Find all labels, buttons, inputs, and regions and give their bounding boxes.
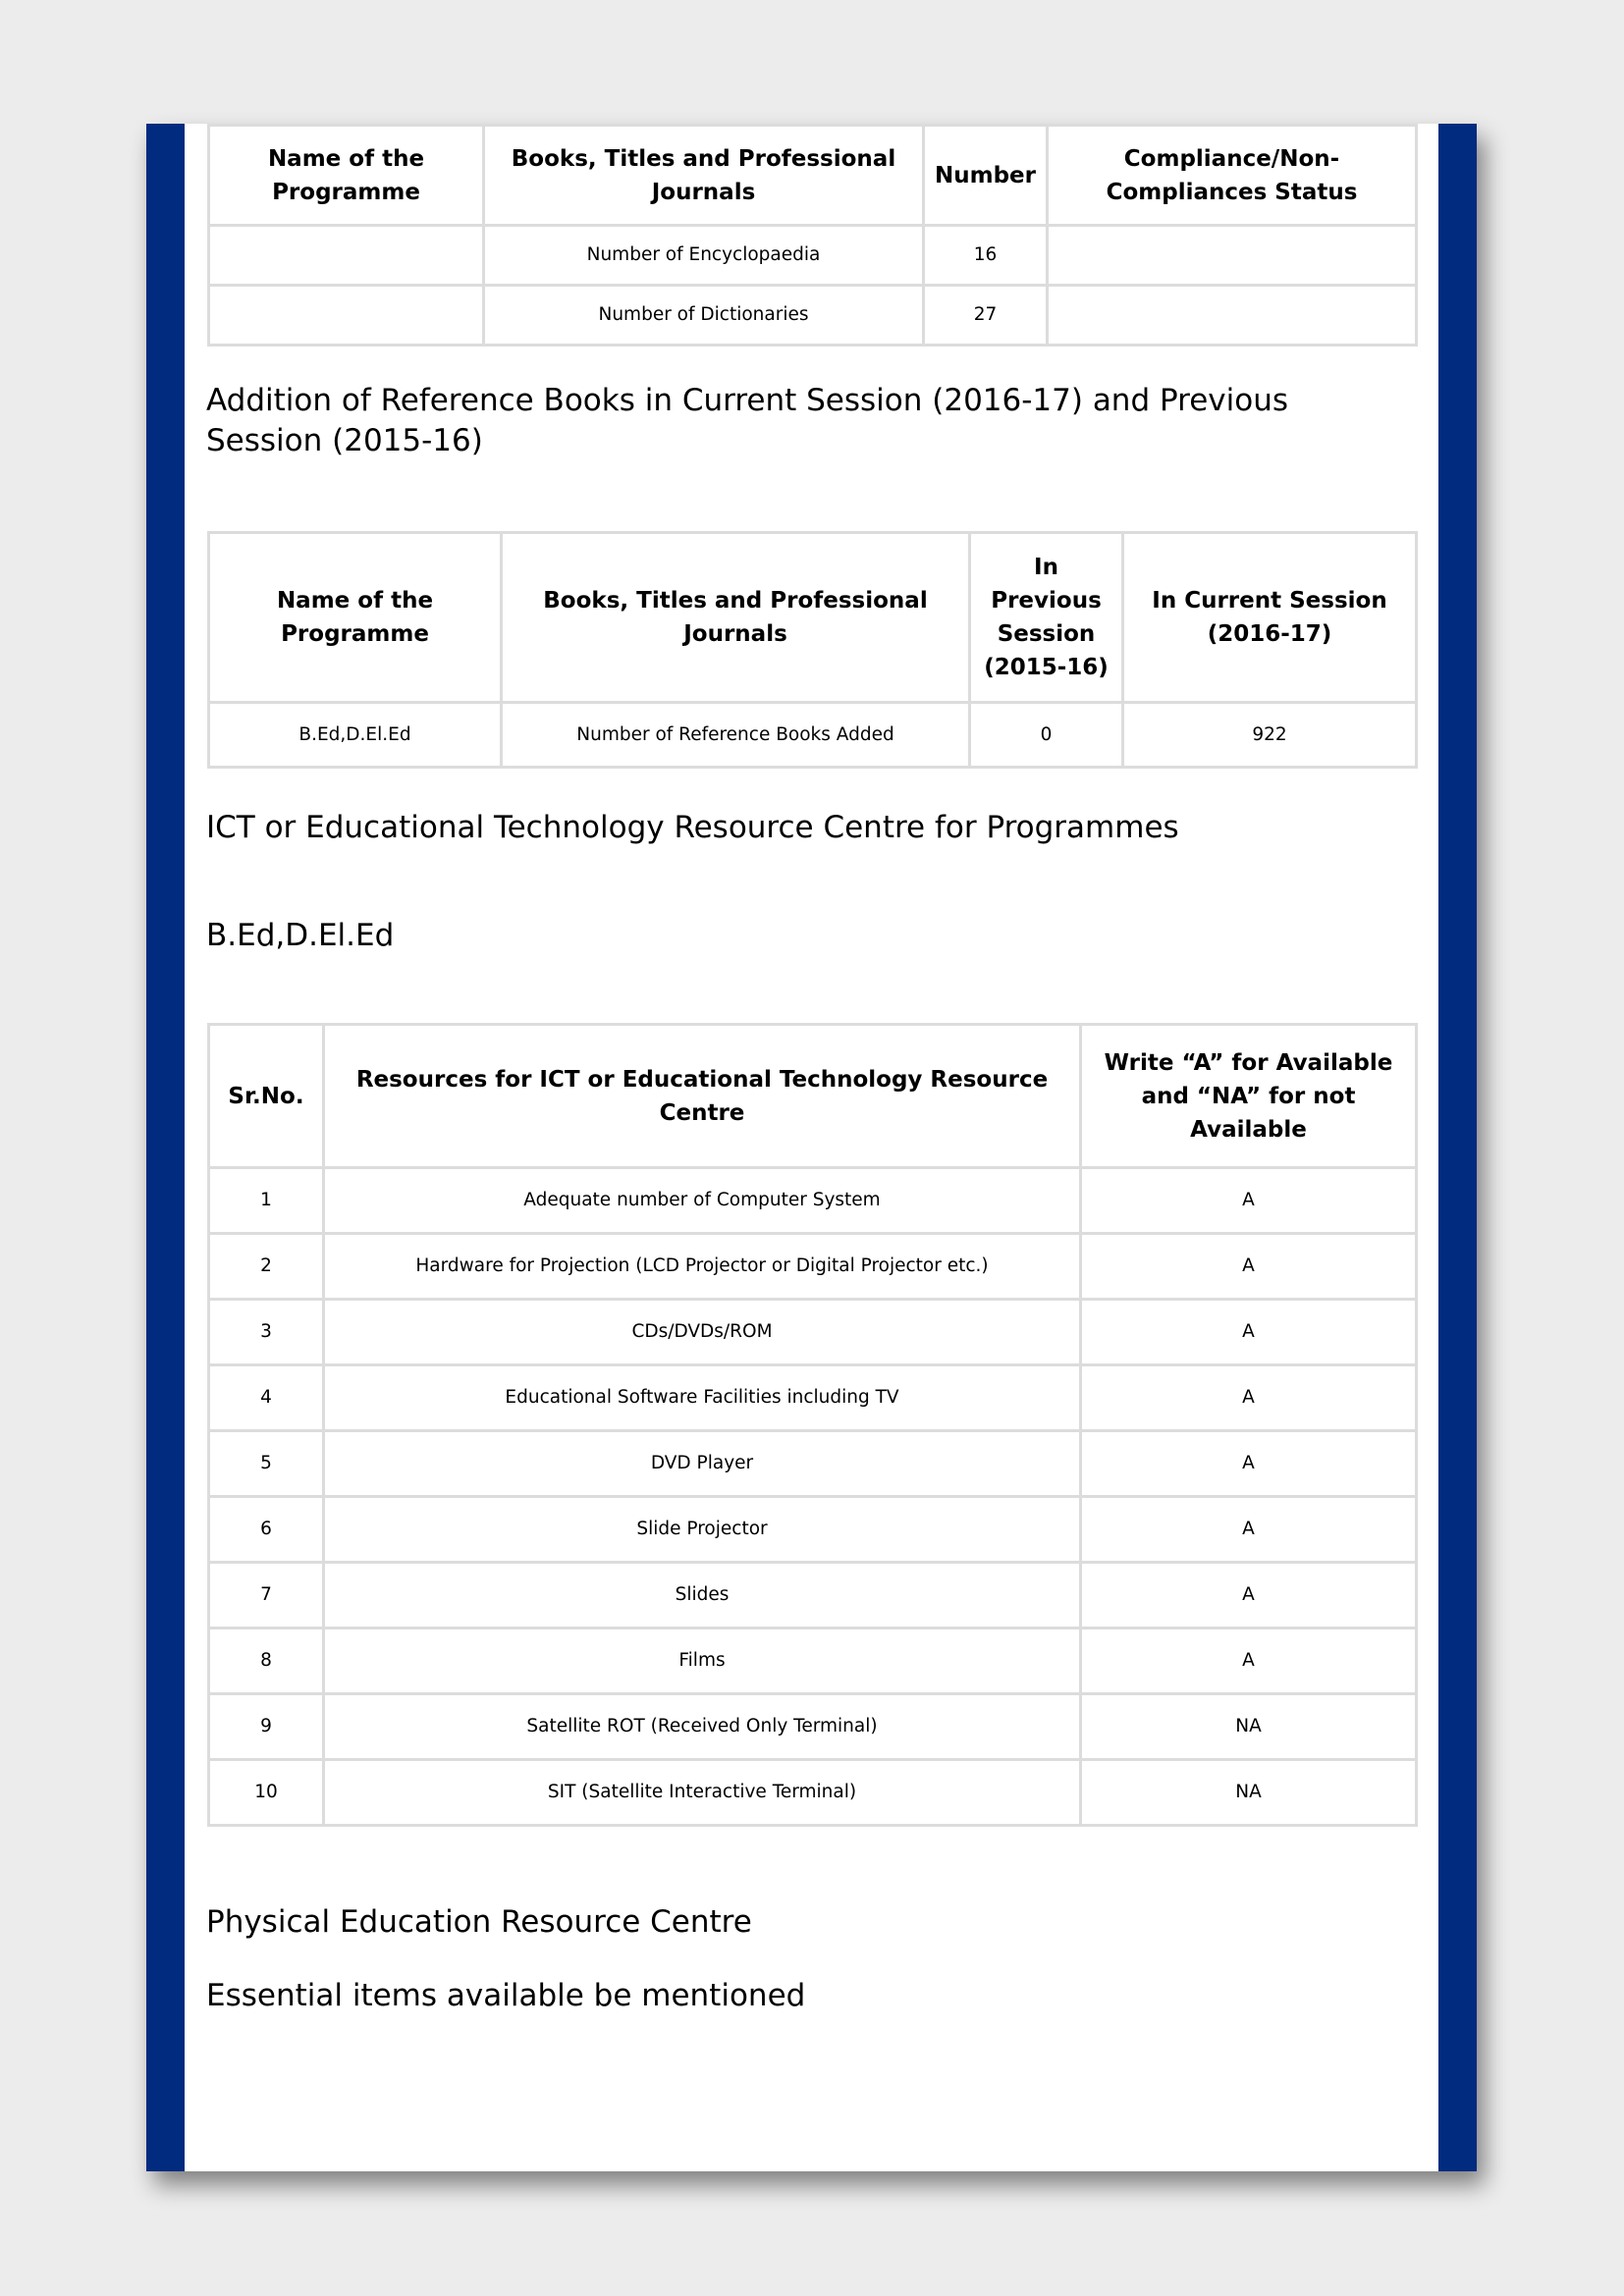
header-books: Books, Titles and Professional Journals bbox=[484, 126, 924, 226]
cell-resource: Satellite ROT (Received Only Terminal) bbox=[324, 1694, 1081, 1760]
cell-sr: 3 bbox=[209, 1300, 324, 1365]
cell-item: Number of Dictionaries bbox=[484, 286, 924, 346]
header-compliance: Compliance/Non-Compliances Status bbox=[1048, 126, 1417, 226]
table-row bbox=[209, 1431, 1417, 1497]
cell-resource: CDs/DVDs/ROM bbox=[324, 1300, 1081, 1365]
header-resource: Resources for ICT or Educational Technology Resource Centre bbox=[324, 1025, 1081, 1168]
header-programme: Name of the Programme bbox=[209, 126, 484, 226]
cell-programme bbox=[209, 226, 484, 286]
cell-status bbox=[1048, 286, 1417, 346]
cell-sr: 10 bbox=[209, 1760, 324, 1826]
cell-resource: Adequate number of Computer System bbox=[324, 1168, 1081, 1234]
cell-item: Number of Reference Books Added bbox=[502, 703, 970, 768]
cell-sr: 4 bbox=[209, 1365, 324, 1431]
cell-sr: 1 bbox=[209, 1168, 324, 1234]
table-row bbox=[209, 1694, 1417, 1760]
cell-number: 27 bbox=[924, 286, 1048, 346]
cell-sr: 9 bbox=[209, 1694, 324, 1760]
header-programme: Name of the Programme bbox=[209, 533, 502, 703]
heading-reference-books: Addition of Reference Books in Current Session (2016-17) and Previous Session (2015-16) bbox=[206, 383, 1288, 458]
cell-previous: 0 bbox=[970, 703, 1123, 768]
cell-sr: 2 bbox=[209, 1234, 324, 1300]
header-number: Number bbox=[924, 126, 1048, 226]
left-accent-bar bbox=[146, 124, 185, 2171]
cell-status: A bbox=[1081, 1234, 1417, 1300]
right-accent-bar bbox=[1438, 124, 1477, 2171]
cell-item: Number of Encyclopaedia bbox=[484, 226, 924, 286]
cell-status: A bbox=[1081, 1431, 1417, 1497]
table-row bbox=[209, 226, 1417, 286]
cell-resource: Hardware for Projection (LCD Projector or Digital Projector etc.) bbox=[324, 1234, 1081, 1300]
cell-resource: DVD Player bbox=[324, 1431, 1081, 1497]
table-header-row bbox=[209, 126, 1417, 226]
cell-sr: 6 bbox=[209, 1497, 324, 1563]
table-row bbox=[209, 1168, 1417, 1234]
cell-status: A bbox=[1081, 1300, 1417, 1365]
heading-physical-education: Physical Education Resource Centre bbox=[206, 1904, 752, 1940]
cell-programme bbox=[209, 286, 484, 346]
header-books: Books, Titles and Professional Journals bbox=[502, 533, 970, 703]
cell-resource: Slide Projector bbox=[324, 1497, 1081, 1563]
table-row bbox=[209, 286, 1417, 346]
table-row bbox=[209, 1563, 1417, 1629]
cell-status: NA bbox=[1081, 1694, 1417, 1760]
library-items-table bbox=[207, 124, 1418, 347]
cell-sr: 5 bbox=[209, 1431, 324, 1497]
document-page bbox=[146, 124, 1477, 2171]
header-availability: Write “A” for Available and “NA” for not Available bbox=[1081, 1025, 1417, 1168]
cell-resource: Slides bbox=[324, 1563, 1081, 1629]
table-header-row bbox=[209, 1025, 1417, 1168]
header-previous-session: In Previous Session (2015-16) bbox=[970, 533, 1123, 703]
cell-number: 16 bbox=[924, 226, 1048, 286]
table-row bbox=[209, 703, 1417, 768]
table-row bbox=[209, 1629, 1417, 1694]
cell-status: NA bbox=[1081, 1760, 1417, 1826]
header-current-session: In Current Session (2016-17) bbox=[1123, 533, 1417, 703]
cell-status: A bbox=[1081, 1563, 1417, 1629]
cell-resource: Educational Software Facilities including TV bbox=[324, 1365, 1081, 1431]
table-row bbox=[209, 1365, 1417, 1431]
cell-sr: 7 bbox=[209, 1563, 324, 1629]
reference-books-table bbox=[207, 531, 1418, 769]
cell-resource: Films bbox=[324, 1629, 1081, 1694]
cell-status bbox=[1048, 226, 1417, 286]
table-row bbox=[209, 1300, 1417, 1365]
heading-essential-items: Essential items available be mentioned bbox=[206, 1978, 806, 2013]
table-row bbox=[209, 1234, 1417, 1300]
cell-sr: 8 bbox=[209, 1629, 324, 1694]
table-row bbox=[209, 1497, 1417, 1563]
heading-programme: B.Ed,D.El.Ed bbox=[206, 918, 395, 953]
heading-ict: ICT or Educational Technology Resource Centre for Programmes bbox=[206, 810, 1179, 845]
cell-current: 922 bbox=[1123, 703, 1417, 768]
cell-status: A bbox=[1081, 1629, 1417, 1694]
cell-resource: SIT (Satellite Interactive Terminal) bbox=[324, 1760, 1081, 1826]
ict-resources-table bbox=[207, 1023, 1418, 1827]
cell-status: A bbox=[1081, 1168, 1417, 1234]
header-sr-no: Sr.No. bbox=[209, 1025, 324, 1168]
cell-status: A bbox=[1081, 1365, 1417, 1431]
table-row bbox=[209, 1760, 1417, 1826]
cell-status: A bbox=[1081, 1497, 1417, 1563]
table-header-row bbox=[209, 533, 1417, 703]
cell-programme: B.Ed,D.El.Ed bbox=[209, 703, 502, 768]
